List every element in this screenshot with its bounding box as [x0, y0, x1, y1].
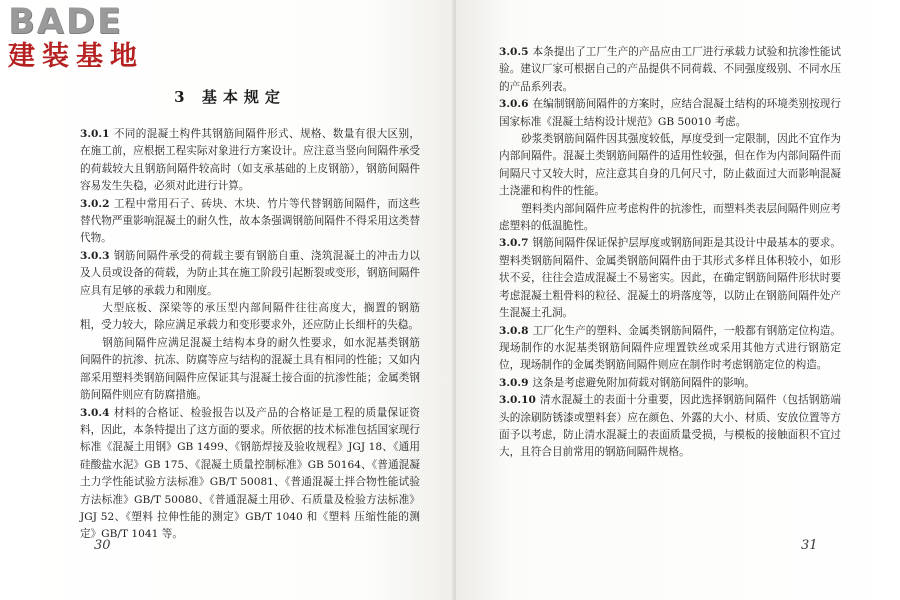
clause-text: 在编制钢筋间隔件的方案时，应结合混凝土结构的环境类别按现行国家标准《混凝土结构设计规范》GB 50010 考虑。	[499, 98, 841, 128]
clause-paragraph	[80, 248, 420, 300]
left-text-column	[80, 126, 420, 544]
left-page-number: 30	[94, 538, 111, 553]
logo-chinese-text: 建装基地	[8, 41, 144, 72]
body-paragraph: 塑料类内部间隔件应考虑构件的抗渗性，而塑料类表层间隔件则应考虑塑料的低温脆性。	[499, 202, 841, 233]
clause-paragraph	[499, 375, 841, 392]
clause-text: 清水混凝土的表面十分重要，因此选择钢筋间隔件（包括钢筋端头的涂刷防锈漆或塑料套）应在颜色、外露的大小、材质、安放位置等方面予以考虑，防止清水混凝土的表面质量受损，与模板的接触面积不宜过大，且符合目前常用的钢筋间隔件规格。	[499, 394, 841, 459]
clause-paragraph	[80, 405, 420, 544]
clause-text: 材料的合格证、检验报告以及产品的合格证是工程的质量保证资料，因此，本条特提出了这方面的要求。所依据的技术标准包括国家现行标准《混凝土用钢》GB 1499、《钢筋焊接及验收规程》JGJ 18、《通用硅酸盐水泥》GB 175、《混凝土质量控制标准》GB 50164、《普通混凝土力学性能试验方法标准》GB/T 50081、《普通混凝土拌合物性能试验方法标准》GB/T 50080、《普通混凝土用砂、石质量及检验方法标准》JGJ 52、《塑料 拉伸性能的测定》GB/T 1040 和《塑料 压缩性能的测定》GB/T 1041 等。	[80, 406, 420, 541]
clause-paragraph	[499, 96, 841, 131]
clause-number: 3.0.1	[80, 128, 110, 140]
body-paragraph: 大型底板、深梁等的承压型内部间隔件往往高度大，搁置的钢筋粗，受力较大，除应满足承载力和变形要求外，还应防止长细杆的失稳。	[80, 302, 420, 332]
chapter-title: 3 基本规定	[174, 88, 286, 106]
right-text-column	[499, 44, 841, 462]
clause-text: 本条提出了工厂生产的产品应由工厂进行承载力试验和抗渗性能试验。建议厂家可根据自己的产品提供不同荷载、不同强度级别、不同水压的产品系列表。	[499, 46, 841, 93]
clause-paragraph	[499, 323, 841, 375]
clause-number: 3.0.5	[499, 46, 529, 58]
clause-number: 3.0.10	[499, 394, 536, 407]
clause-text: 不同的混凝土构件其钢筋间隔件形式、规格、数量有很大区别，在施工前，应根据工程实际对象进行方案设计。应注意当竖向间隔件承受的荷载较大且钢筋间隔件较高时（如支承基础的上皮钢筋），钢筋间隔件容易发生失稳，必须对此进行计算。	[80, 128, 420, 193]
clause-number: 3.0.7	[499, 237, 529, 250]
clause-paragraph	[499, 392, 841, 462]
clause-text: 工厂化生产的塑料、金属类钢筋间隔件，一般都有钢筋定位构造。现场制作的水泥基类钢筋间隔件应埋置铁丝或采用其他方式进行钢筋定位，现场制作的金属类钢筋间隔件则应在制作时考虑钢筋定位的构造。	[499, 324, 841, 372]
watermark-logo	[8, 4, 178, 72]
clause-paragraph	[499, 44, 841, 96]
right-page-number: 31	[801, 538, 818, 553]
clause-number: 3.0.9	[499, 376, 529, 389]
clause-number: 3.0.6	[499, 98, 529, 111]
body-paragraph: 钢筋间隔件应满足混凝土结构本身的耐久性要求，如水泥基类钢筋间隔件的抗渗、抗冻、防腐等应与结构的混凝土具有相同的性能；又如内部采用塑料类钢筋间隔件应保证其与混凝土接合面的抗渗性能；金属类钢筋间隔件则应有防腐措施。	[80, 336, 420, 402]
logo-wordmark: BADE	[8, 2, 123, 42]
clause-text: 工程中常用石子、砖块、木块、竹片等代替钢筋间隔件，而这些替代物严重影响混凝土的耐久性，故本条强调钢筋间隔件不得采用这类替代物。	[80, 197, 420, 245]
clause-number: 3.0.2	[80, 197, 110, 210]
clause-paragraph	[499, 235, 841, 322]
body-paragraph: 砂浆类钢筋间隔件因其强度较低，厚度受到一定限制，因此不宜作为内部间隔件。混凝土类钢筋间隔件的适用性较强，但在作为内部间隔件而间隔尺寸又较大时，应注意其自身的几何尺寸，防止截面过大而影响混凝土浇灌和构件的性能。	[499, 133, 841, 198]
clause-text: 钢筋间隔件保证保护层厚度或钢筋间距是其设计中最基本的要求。塑料类钢筋间隔件、金属类钢筋间隔件由于其形式多样且体积较小，如形状不妥，往往会造成混凝土不易密实。因此，在确定钢筋间隔件形状时要考虑混凝土粗骨料的粒径、混凝土的坍落度等，以防止在钢筋间隔件处产生混凝土孔洞。	[499, 237, 841, 320]
clause-paragraph	[80, 126, 420, 196]
clause-text: 钢筋间隔件承受的荷载主要有钢筋自重、浇筑混凝土的冲击力以及人员或设备的荷载，为防止其在施工阶段引起断裂或变形，钢筋间隔件应具有足够的承载力和刚度。	[80, 249, 420, 297]
left-page	[6, 0, 454, 600]
clause-number: 3.0.3	[80, 249, 110, 262]
clause-paragraph	[80, 196, 420, 248]
clause-number: 3.0.8	[499, 324, 529, 337]
clause-text: 这条是考虑避免附加荷载对钢筋间隔件的影响。	[532, 376, 755, 389]
clause-number: 3.0.4	[80, 406, 110, 419]
